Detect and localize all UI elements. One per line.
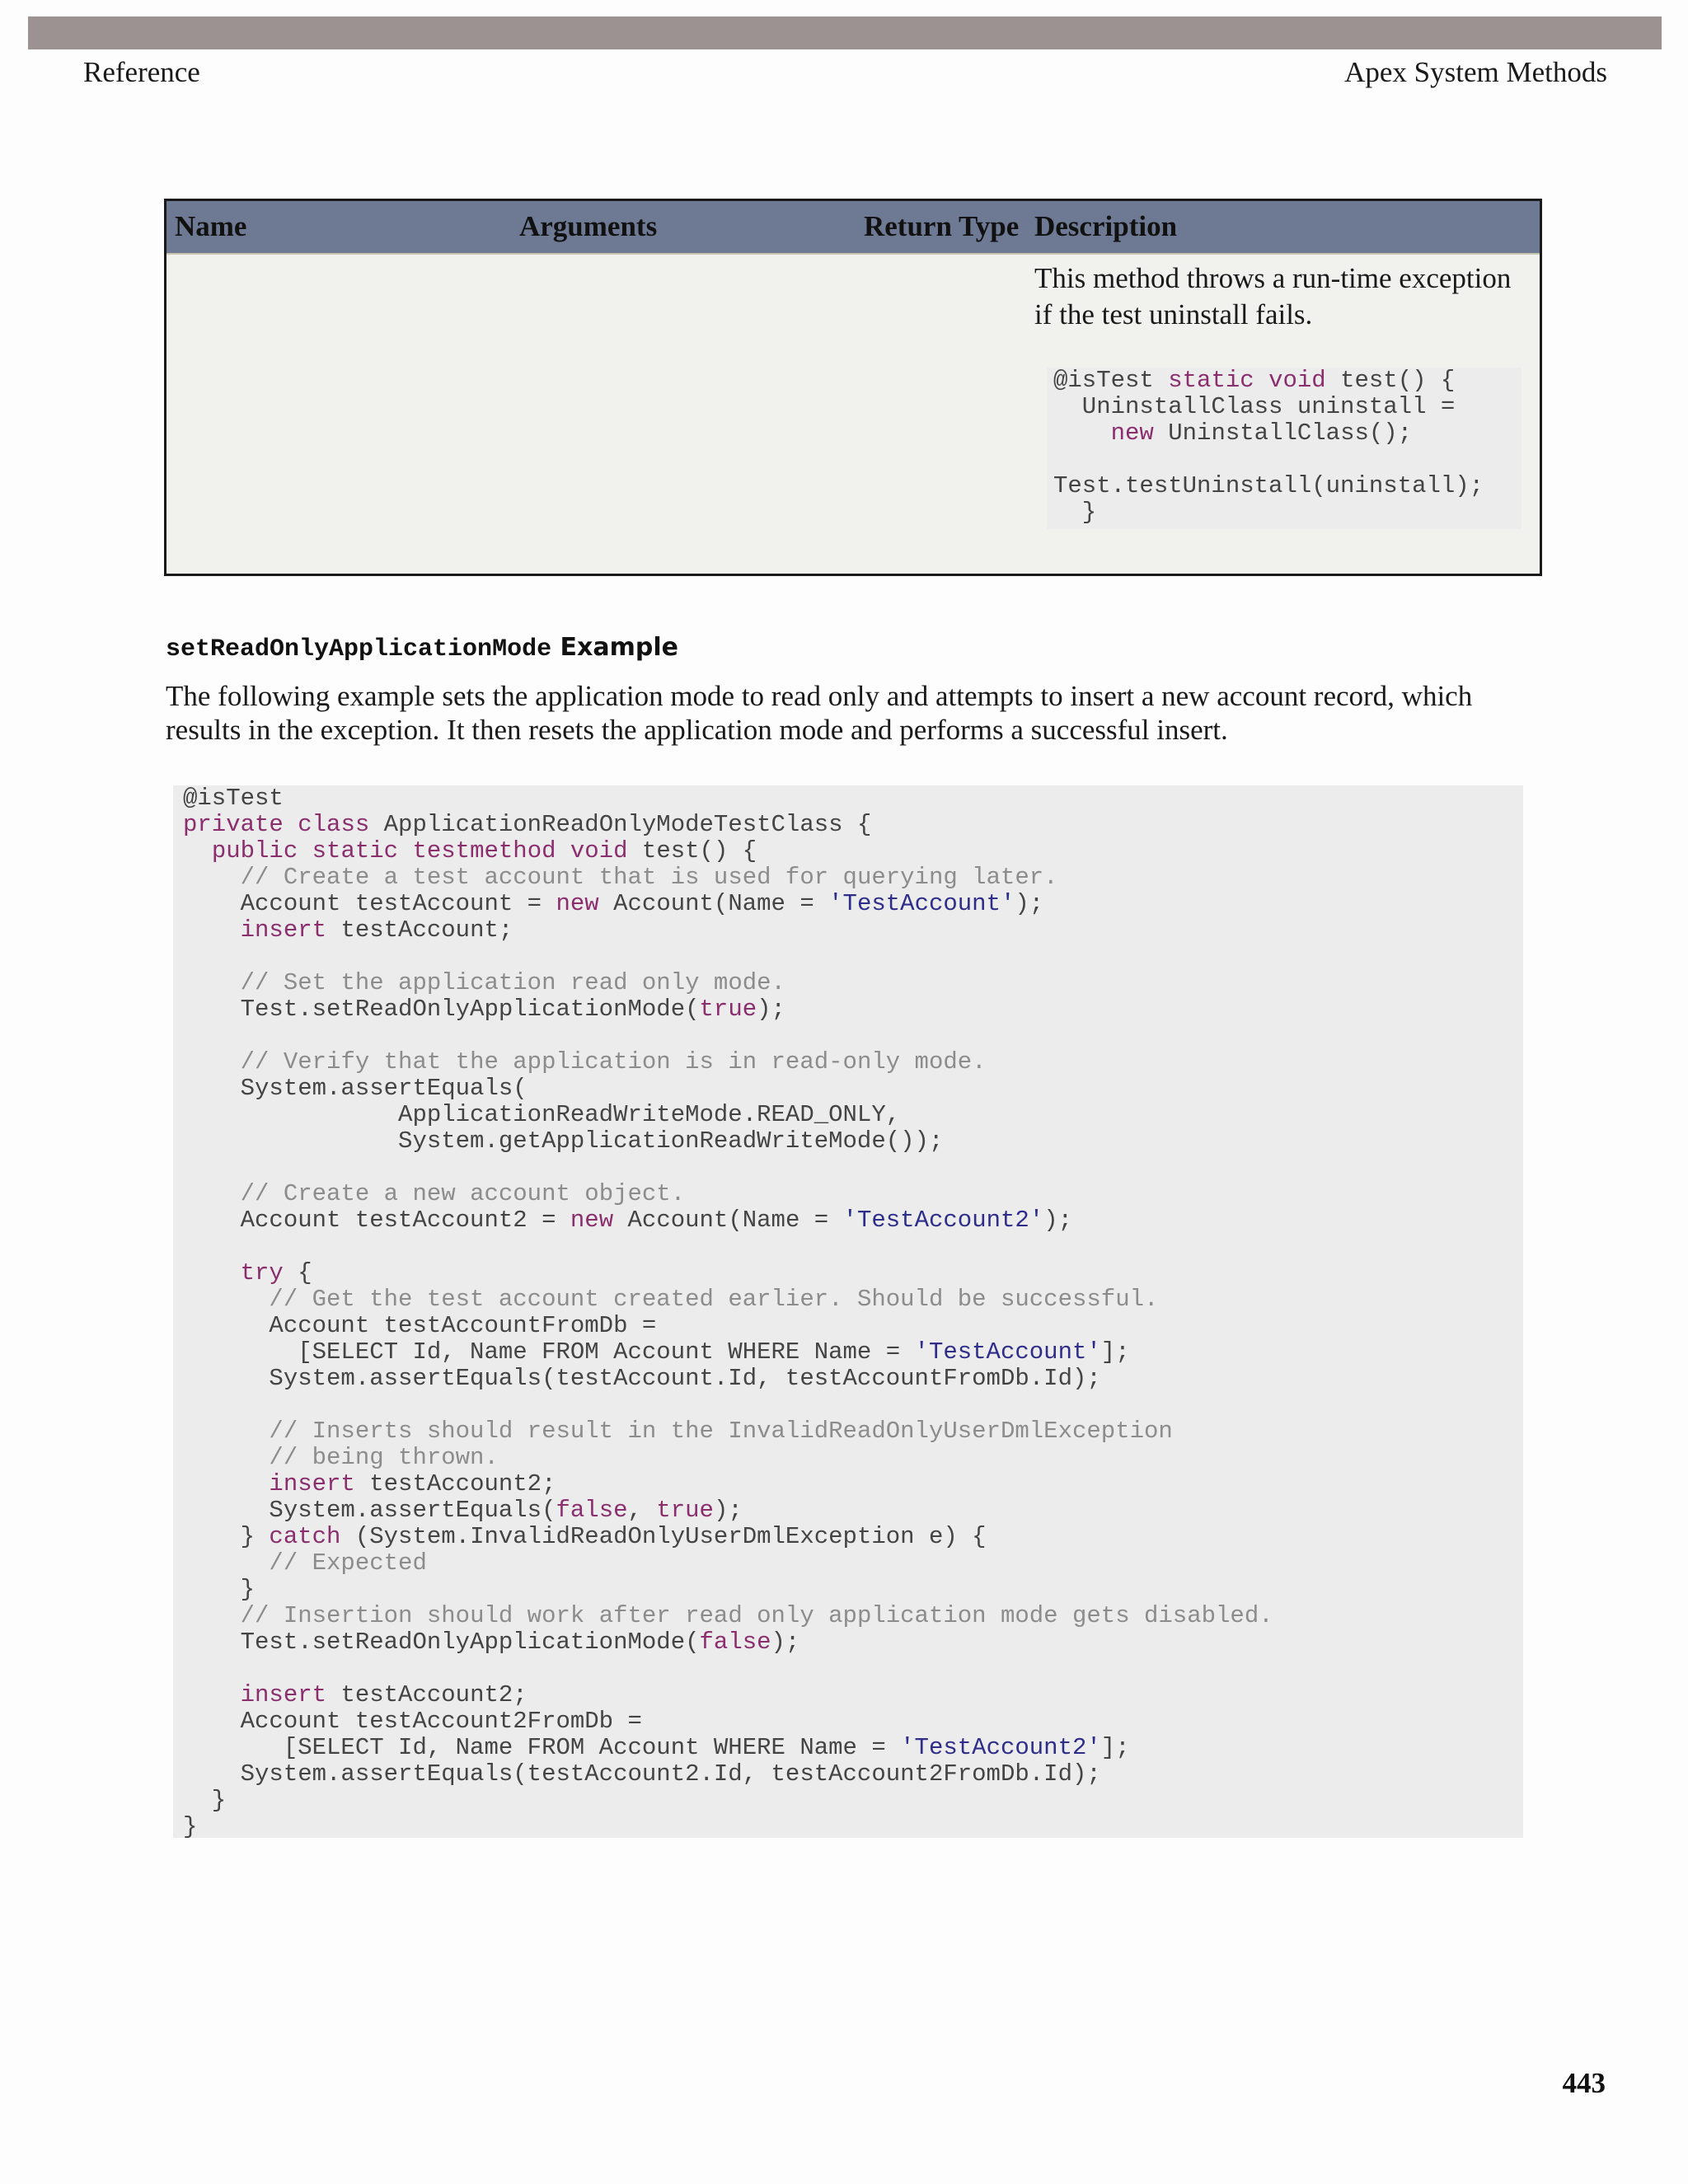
example-code-block: [173, 785, 1523, 1838]
page-number: 443: [1562, 2067, 1606, 2099]
table-code-sample: [1047, 368, 1522, 529]
table-description-text: This method throws a run-time exception if the test uninstall fails.: [1034, 262, 1512, 330]
method-table: [164, 199, 1542, 576]
section-intro-paragraph: The following example sets the application mode to read only and attempts to insert a new account record, which results in the exception. It then resets the application mode and performs a successful insert.: [166, 680, 1473, 746]
section-heading: [166, 631, 678, 666]
header-chapter-title: Apex System Methods: [1344, 56, 1607, 88]
example-code-text: @isTest private class ApplicationReadOnlyModeTestClass { public static testmethod void test() { // Create a test account that is used for querying later. Account testAccount = new Account(Name = 'TestAccount'); insert testAccount; // Set the application read only mode. Test.setReadOnlyApplicationMode(true); // Verify that the application is in read-only mode. System.assertEquals( ApplicationReadWriteMode.READ_ONLY, System.getApplicationReadWriteMode()); // Create a new account object. Account testAccount2 = new Account(Name = 'TestAccount2'); try { // Get the test account created earlier. Should be successful. Account testAccountFromDb = [SELECT Id, Name FROM Account WHERE Name = 'TestAccount']; System.assertEquals(testAccount.Id, testAccountFromDb.Id); // Inserts should result in the InvalidReadOnlyUserDmlException // being thrown. insert testAccount2; System.assertEquals(false, true); } catch (System.InvalidReadOnlyUserDmlException e) { // Expected } // Insertion should work after read only application mode gets disabled. Test.setReadOnlyApplicationMode(false); insert testAccount2; Account testAccount2FromDb = [SELECT Id, Name FROM Account WHERE Name = 'TestAccount2']; System.assertEquals(testAccount2.Id, testAccount2FromDb.Id); } }: [183, 785, 1273, 1840]
header-section-title: Reference: [83, 56, 200, 88]
column-header-name: Name: [175, 210, 247, 242]
column-header-description: Description: [1034, 210, 1178, 242]
column-header-arguments: Arguments: [519, 210, 658, 242]
section-heading-suffix: Example: [551, 633, 678, 662]
section-heading-method: setReadOnlyApplicationMode: [166, 635, 552, 663]
column-header-return-type: Return Type: [864, 210, 1020, 242]
table-header-row: [166, 201, 1540, 255]
header-bar: [28, 16, 1662, 49]
table-code-text: @isTest static void test() { UninstallClass uninstall = new UninstallClass(); Test.testUninstall(uninstall); }: [1053, 367, 1484, 526]
